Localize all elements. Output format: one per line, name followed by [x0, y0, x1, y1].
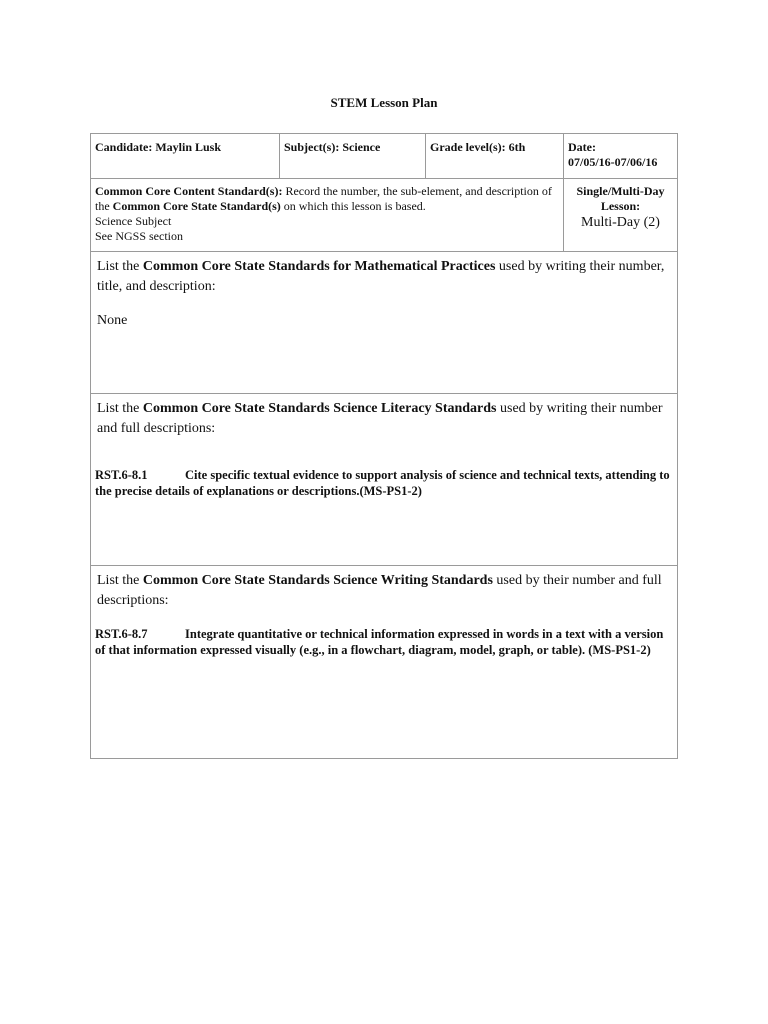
- writing-standard: [91, 626, 677, 658]
- lesson-plan-table: [90, 133, 678, 759]
- date-block: [564, 134, 677, 170]
- literacy-standard-code: RST.6-8.1: [95, 468, 148, 482]
- ccss-label: Common Core Content Standard(s):: [95, 184, 283, 198]
- ccss-cell: [91, 179, 564, 252]
- date-value: 07/05/16-07/06/16: [568, 155, 658, 169]
- header-row: [91, 134, 678, 179]
- literacy-cell: [91, 394, 678, 566]
- ccss-text-1: Record the number, the sub-element, and description of the: [95, 184, 552, 213]
- ccss-bold-2: Common Core State Standard(s): [112, 199, 281, 213]
- ccss-science-subject: Science Subject: [95, 214, 172, 228]
- literacy-pre: List the: [97, 401, 143, 416]
- writing-pre: List the: [97, 573, 143, 588]
- subject-text: Subject(s): Science: [284, 140, 381, 154]
- literacy-standard: [91, 467, 677, 499]
- ccss-row: [91, 179, 678, 252]
- math-practices-cell: [91, 252, 678, 394]
- candidate-text: Candidate: Maylin Lusk: [95, 140, 222, 154]
- ccss-text: [91, 179, 563, 244]
- ccss-text-2: on which this lesson is based.: [280, 199, 426, 213]
- writing-cell: [91, 566, 678, 759]
- lesson-type-label: Single/Multi-Day Lesson:: [576, 184, 665, 213]
- writing-prompt: [91, 566, 677, 611]
- lesson-type-block: [564, 179, 677, 231]
- grade-cell: [426, 134, 564, 179]
- writing-standard-code: RST.6-8.7: [95, 627, 148, 641]
- math-bold: Common Core State Standards for Mathematical Practices: [142, 259, 496, 274]
- writing-standard-desc: Integrate quantitative or technical information expressed in words in a text with a version of that information expressed visually (e.g., in a flowchart, diagram, model, graph, or table). (MS-PS1-2): [95, 627, 664, 657]
- literacy-row: [91, 394, 678, 566]
- literacy-bold: Common Core State Standards Science Literacy Standards: [142, 401, 497, 416]
- literacy-prompt: [91, 394, 677, 439]
- writing-row: [91, 566, 678, 759]
- writing-bold: Common Core State Standards Science Writing Standards: [142, 573, 493, 588]
- lesson-type-value: Multi-Day (2): [581, 215, 660, 230]
- math-pre: List the: [97, 259, 143, 274]
- math-practices-prompt: [91, 252, 677, 297]
- subject-cell: [280, 134, 426, 179]
- math-post: used by writing their number, title, and description:: [97, 259, 665, 294]
- ccss-see-ngss: See NGSS section: [95, 229, 183, 243]
- candidate-cell: [91, 134, 280, 179]
- math-practices-row: [91, 252, 678, 394]
- grade-text: Grade level(s): 6th: [430, 140, 526, 154]
- page-title: STEM Lesson Plan: [330, 95, 438, 110]
- lesson-type-cell: [564, 179, 678, 252]
- literacy-standard-desc: Cite specific textual evidence to support analysis of science and technical texts, attending to the precise details of explanations or descriptions.(MS-PS1-2): [95, 468, 670, 498]
- math-practices-value: None: [97, 313, 128, 328]
- literacy-post: used by writing their number and full descriptions:: [97, 401, 663, 436]
- writing-post: used by their number and full descriptions:: [97, 573, 662, 608]
- date-cell: [564, 134, 678, 179]
- date-label: Date:: [568, 140, 596, 154]
